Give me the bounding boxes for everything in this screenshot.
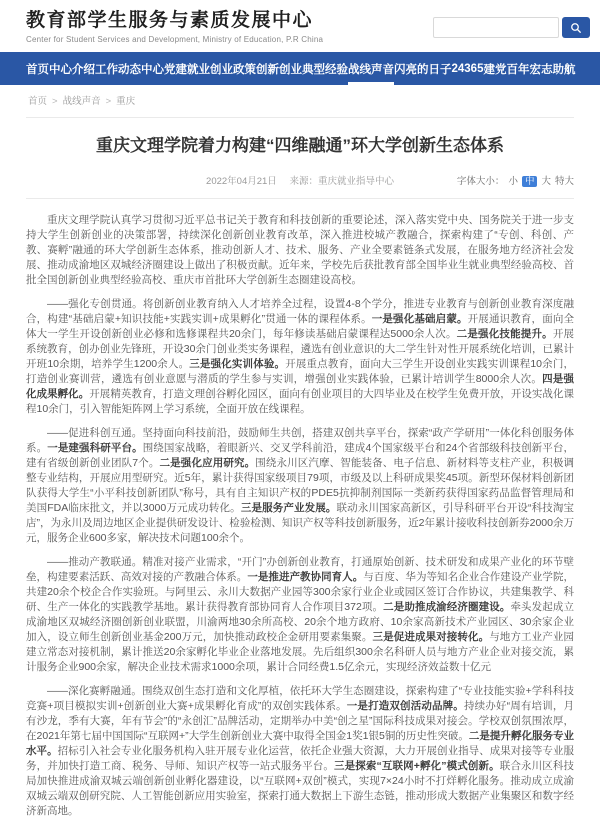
nav-item-7[interactable]: 战线声音 xyxy=(348,52,394,85)
article xyxy=(0,134,600,819)
paragraph-subhead: 一是建强科研平台。 xyxy=(47,441,143,454)
paragraph-text: ——强化专创贯通。将创新创业教育纳入人才培养全过程，设置4-8个学分，推进专业教育与创新创业教育深度融合，构建“基础启蒙+知识技能+实践实训+成果孵化”贯通一体的课程体系。 xyxy=(26,297,574,325)
nav-item-10[interactable]: 建党百年 xyxy=(483,63,530,76)
paragraph-subhead: 四是强化成果孵化。 xyxy=(26,372,575,400)
paragraph-text: 开展精英教育，打造文理创谷孵化园区，面向有创业项目的大四毕业及在校学生免费开放，开设实战化课程10余门，引入智能矩阵网上学习系统，全面开放在线课程。 xyxy=(26,387,575,415)
article-paragraph xyxy=(26,684,574,819)
nav-item-4[interactable]: 中心党建 xyxy=(141,63,187,76)
paragraph-text: 围绕永川区汽摩、智能装备、电子信息、新材料等支柱产业，积极调整专业结构，开展应用型研究。近5年，累计获得国家级项目79项，市级及以上科研成果奖45项。新型环保材料创新团队获得大学生“小平科技创新团队”称号，具有自主知识产权的PDE5抗抑制剂国际一类新药获得国家药品监督管理局和美国FDA临床批文，并以3000万元成功转化。 xyxy=(26,456,575,514)
main-nav xyxy=(0,52,600,85)
paragraph-subhead: 一是打造双创活动品牌。 xyxy=(346,699,464,712)
paragraph-text: 与百度、华为等知名企业合作建设产业学院，共建20余个校企合作实验班。与阿里云、永川大数据产业园等300余家行业企业或园区签订合作协议，共建集教学、科研、生产一体化的实践教学基地。累计获得教育部协同育人合作项目372项。 xyxy=(26,570,575,613)
paragraph-subhead: 一是强化基础启蒙。 xyxy=(371,312,468,325)
site-title: 教育部学生服务与素质发展中心 xyxy=(26,10,314,31)
article-paragraph xyxy=(26,555,574,675)
paragraph-text: ——深化赛孵融通。围绕双创生态打造和文化厚植，依托环大学生态圈建设，探索构建了“专业技能实验+学科科技竞赛+项目模拟实训+创新创业大赛+成果孵化育成”的双创实践体系。 xyxy=(26,684,574,712)
paragraph-text: 持续办好“周有培训，月有沙龙，季有大赛，年有节会”的“永创汇”品牌活动，定期举办中美“创之星”国际科技成果对接会。学校双创氛围浓厚，在2021年第七届中国国际“互联网+”大学生创新创业大赛中取得全国金1奖1银5铜的历史性突破。 xyxy=(26,699,574,742)
paragraph-subhead: 一是推进产教协同育人。 xyxy=(247,570,364,583)
page-title: 重庆文理学院着力构建“四维融通”环大学创新生态体系 xyxy=(96,136,504,155)
font-size-control xyxy=(457,173,574,187)
search-icon xyxy=(570,22,582,34)
paragraph-subhead: 三是探索“互联网+孵化”模式创新。 xyxy=(334,759,500,772)
paragraph-text: 围绕国家战略，着眼新兴、交叉学科前沿，建成4个国家级平台和24个省部级科技创新平台，建有省级创新创业团队7个。 xyxy=(26,441,574,469)
paragraph-text: 开展重点教育，面向大三学生开设创业实践实训课程10余门，打造创业赛训营，遴选有创业意愿与潜质的学生参与实训，增强创业实践体验，已累计培训学生8000余人次。 xyxy=(26,357,575,385)
breadcrumb-separator: > xyxy=(52,96,58,107)
nav-item-6[interactable]: 创新创业典型经验 xyxy=(256,63,348,76)
font-size-option[interactable]: 大 xyxy=(541,175,551,187)
paragraph-subhead: 二是提升孵化服务专业水平。 xyxy=(26,729,574,757)
article-date: 2022年04月21日 xyxy=(206,175,277,187)
search-button[interactable] xyxy=(562,17,590,38)
font-size-option[interactable]: 特大 xyxy=(554,175,574,187)
paragraph-subhead: 二是强化技能提升。 xyxy=(456,327,553,340)
nav-item-9[interactable]: 24365 xyxy=(451,62,484,75)
nav-item-2[interactable]: 中心介绍 xyxy=(49,63,95,76)
breadcrumb-separator: > xyxy=(105,96,112,107)
paragraph-text: ——促进科创互通。坚持面向科技前沿，鼓励师生共创，搭建双创共享平台，探索“政产学研用”一体化科创服务体系。 xyxy=(26,426,574,454)
paragraph-text: 牵头发起成立成渝地区双城经济圈创新创业联盟，川渝两地30余所高校、20余个地方政府、10余家高新技术产业园区、30余家企业加入，设立师生创新创业基金200万元，加快推动政校企金研用要素集聚。 xyxy=(26,600,574,643)
breadcrumb-item[interactable]: 首页 xyxy=(28,96,48,107)
paragraph-text: 招标引入社会专业化服务机构入驻开展专业化运营，依托企业强大资源，大力开展创业指导、成果对接等专业服务，并加快打造工商、税务、导师、知识产权等一站式服务平台。 xyxy=(26,744,575,772)
article-paragraph xyxy=(26,426,574,546)
font-size-label: 字体大小： xyxy=(456,175,505,187)
nav-item-8[interactable]: 闪亮的日子 xyxy=(394,63,452,76)
paragraph-subhead: 三是服务产业发展。 xyxy=(240,501,337,514)
paragraph-subhead: 二是强化应用研究。 xyxy=(159,456,256,469)
article-paragraph xyxy=(26,213,574,288)
article-source: 来源：重庆就业指导中心 xyxy=(289,175,394,187)
paragraph-subhead: 二是助推成渝经济圈建设。 xyxy=(383,600,511,613)
paragraph-text: 重庆文理学院认真学习贯彻习近平总书记关于教育和科技创新的重要论述，深入落实党中央、国务院关于进一步支持大学生创新创业的决策部署，持续深化创新创业教育改革，深入推进校城产教融合，探索构建了“专创、科创、产教、赛孵”融通的环大学创新生态体系，推动创新人才、技术、服务、产业全要素链条式发展，在服务地方经济社会发展、推动成渝地区双城经济圈建设上做出了积极贡献。近年来，学校先后获批教育部全国毕业生就业典型经验高校、首批全国创新创业典型经验高校、重庆市首批环大学创新生态圈建设高校。 xyxy=(26,213,574,286)
article-meta xyxy=(26,168,574,199)
paragraph-text: 开展通识教育，面向全体大一学生开设创新创业必修和选修课程共20余门，每年修读基础启蒙课程达5000余人次。 xyxy=(26,312,575,340)
nav-item-1[interactable]: 首页 xyxy=(26,63,49,76)
article-body xyxy=(0,199,600,819)
nav-item-5[interactable]: 就业创业政策 xyxy=(187,63,256,76)
font-size-option[interactable]: 小 xyxy=(508,175,518,187)
paragraph-text: 联动永川国家高新区，引导科研平台开设“科技淘宝店”，为永川及周边地区企业提供研发设计、检验检测、知识产权等科技创新服务，近2年累计接收科技创新券2000余万元，服务企业600多家，解决技术问题100余个。 xyxy=(26,501,575,544)
paragraph-text: 与地方工业产业园建立常态对接机制，累计推送20余家孵化毕业企业落地发展。先后组织300余名科研人员与地方产业企业对接交流，累计服务企业900余家，解决企业技术需求1000余项，累计合同经费1.5亿余元，实现经济效益数十亿元 xyxy=(26,630,574,673)
paragraph-text: 开展系统教育，创办创业先锋班，开设30余门创业类实务课程，遴选有创业意识的大二学生针对性开展系统化培训，已累计开班10余期，培养学生1200余人。 xyxy=(26,327,575,370)
breadcrumb xyxy=(26,85,574,118)
paragraph-text: ——推动产教联通。精准对接产业需求，“开门”办创新创业教育，打通原始创新、技术研发和成果产业化的环节壁垒，构建要素活跃、高效对接的产教融合体系。 xyxy=(26,555,574,583)
article-paragraph xyxy=(26,297,574,417)
paragraph-subhead: 三是强化实训体验。 xyxy=(189,357,286,370)
breadcrumb-item[interactable]: 重庆 xyxy=(116,96,136,107)
site-header xyxy=(0,0,600,52)
search-input[interactable] xyxy=(433,17,559,38)
paragraph-subhead: 三是促进成果对接转化。 xyxy=(372,630,490,643)
nav-item-11[interactable]: 宏志助航 xyxy=(529,63,576,76)
paragraph-text: 联合永川区科技局加快推进成渝双城云端创新创业孵化器建设，以“互联网+双创”模式，实现7×24小时不打烊孵化服务。推动成立成渝双城云端双创研究院、人工智能创新应用实验室，探索打通大数据上下游生态链，推动形成大数据产业集聚区和数字经济新高地。 xyxy=(26,759,574,817)
site-subtitle: Center for Student Services and Development, Ministry of Education, P.R China xyxy=(26,35,324,44)
breadcrumb-item[interactable]: 战线声音 xyxy=(62,96,101,107)
font-size-options xyxy=(504,176,574,187)
search-bar xyxy=(433,17,590,38)
font-size-option[interactable]: 中 xyxy=(522,176,538,187)
nav-item-3[interactable]: 工作动态 xyxy=(95,63,141,76)
